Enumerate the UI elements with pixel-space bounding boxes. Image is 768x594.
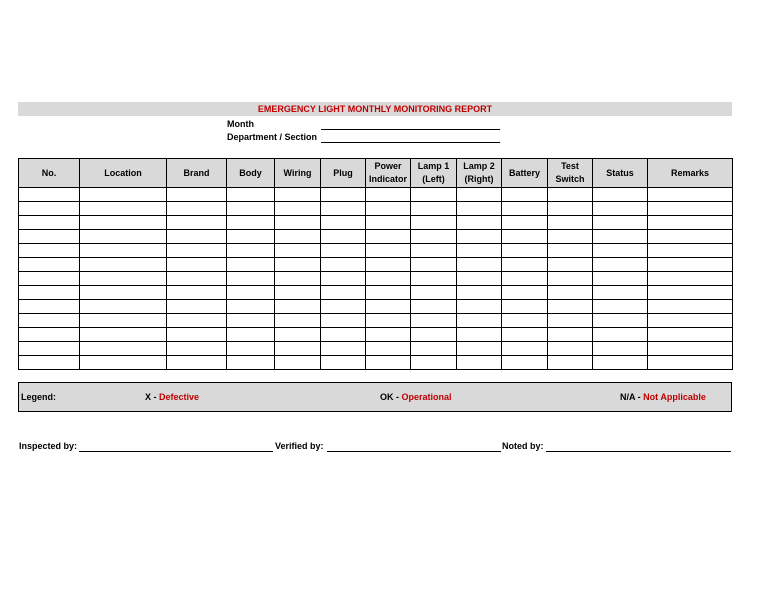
table-cell[interactable] <box>19 272 80 286</box>
table-cell[interactable] <box>321 244 366 258</box>
inspected-by-label: Inspected by: <box>19 441 78 451</box>
month-label: Month <box>227 119 254 129</box>
table-cell[interactable] <box>648 244 733 258</box>
table-cell[interactable] <box>275 272 321 286</box>
table-cell[interactable] <box>19 356 80 370</box>
column-header <box>366 159 411 188</box>
table-cell[interactable] <box>648 216 733 230</box>
table-cell[interactable] <box>19 300 80 314</box>
table-cell[interactable] <box>593 286 648 300</box>
column-header-line: Body <box>239 167 262 178</box>
table-cell[interactable] <box>275 230 321 244</box>
table-cell[interactable] <box>167 342 227 356</box>
report-title: EMERGENCY LIGHT MONTHLY MONITORING REPORT <box>257 104 493 114</box>
table-cell[interactable] <box>457 202 502 216</box>
table-row <box>19 258 733 272</box>
table-cell[interactable] <box>227 230 275 244</box>
table-cell[interactable] <box>593 258 648 272</box>
table-cell[interactable] <box>593 230 648 244</box>
table-cell[interactable] <box>411 188 457 202</box>
report-title-bar <box>18 102 732 116</box>
table-cell[interactable] <box>548 314 593 328</box>
table-cell[interactable] <box>457 230 502 244</box>
table-cell[interactable] <box>457 188 502 202</box>
table-cell[interactable] <box>593 188 648 202</box>
verified-by-label: Verified by: <box>275 441 324 451</box>
table-cell[interactable] <box>167 286 227 300</box>
legend-label: Legend: <box>21 392 56 402</box>
table-cell[interactable] <box>502 356 548 370</box>
table-cell[interactable] <box>227 286 275 300</box>
table-cell[interactable] <box>457 258 502 272</box>
table-cell[interactable] <box>167 314 227 328</box>
table-cell[interactable] <box>648 328 733 342</box>
table-cell[interactable] <box>80 188 167 202</box>
table-cell[interactable] <box>502 300 548 314</box>
table-cell[interactable] <box>167 202 227 216</box>
table-cell[interactable] <box>457 272 502 286</box>
table-cell[interactable] <box>548 356 593 370</box>
legend-x-text: Defective <box>159 392 200 402</box>
table-cell[interactable] <box>502 188 548 202</box>
table-cell[interactable] <box>80 258 167 272</box>
table-cell[interactable] <box>321 216 366 230</box>
table-cell[interactable] <box>548 216 593 230</box>
table-cell[interactable] <box>457 244 502 258</box>
table-cell[interactable] <box>80 314 167 328</box>
table-cell[interactable] <box>457 314 502 328</box>
column-header-line: Brand <box>183 167 210 178</box>
column-header <box>457 159 502 188</box>
table-cell[interactable] <box>366 216 411 230</box>
table-cell[interactable] <box>167 300 227 314</box>
table-cell[interactable] <box>648 230 733 244</box>
table-cell[interactable] <box>19 314 80 328</box>
table-cell[interactable] <box>321 314 366 328</box>
legend-ok-text: Operational <box>401 392 452 402</box>
table-cell[interactable] <box>167 356 227 370</box>
legend-x-code: X - <box>145 392 160 402</box>
table-row <box>19 272 733 286</box>
table-row <box>19 202 733 216</box>
table-cell[interactable] <box>80 216 167 230</box>
column-header-line: (Left) <box>422 174 445 184</box>
table-cell[interactable] <box>80 230 167 244</box>
table-cell[interactable] <box>593 244 648 258</box>
column-header <box>19 159 80 188</box>
column-header <box>275 159 321 188</box>
table-cell[interactable] <box>648 300 733 314</box>
table-cell[interactable] <box>548 286 593 300</box>
table-cell[interactable] <box>502 244 548 258</box>
table-cell[interactable] <box>548 272 593 286</box>
table-cell[interactable] <box>366 272 411 286</box>
table-cell[interactable] <box>548 342 593 356</box>
table-cell[interactable] <box>457 342 502 356</box>
table-cell[interactable] <box>167 216 227 230</box>
table-row <box>19 314 733 328</box>
table-row <box>19 188 733 202</box>
legend-na <box>620 383 706 411</box>
column-header-line: Power <box>374 161 402 171</box>
table-cell[interactable] <box>321 342 366 356</box>
column-header <box>227 159 275 188</box>
table-cell[interactable] <box>275 328 321 342</box>
table-cell[interactable] <box>366 342 411 356</box>
table-cell[interactable] <box>593 328 648 342</box>
table-cell[interactable] <box>411 244 457 258</box>
table-cell[interactable] <box>411 314 457 328</box>
table-cell[interactable] <box>275 202 321 216</box>
table-cell[interactable] <box>457 216 502 230</box>
table-cell[interactable] <box>502 216 548 230</box>
table-cell[interactable] <box>366 244 411 258</box>
department-label: Department / Section <box>227 132 318 142</box>
table-row <box>19 216 733 230</box>
table-cell[interactable] <box>593 202 648 216</box>
column-header <box>502 159 548 188</box>
table-cell[interactable] <box>411 356 457 370</box>
table-cell[interactable] <box>227 342 275 356</box>
table-cell[interactable] <box>275 216 321 230</box>
table-cell[interactable] <box>648 356 733 370</box>
table-cell[interactable] <box>366 258 411 272</box>
table-cell[interactable] <box>548 328 593 342</box>
table-cell[interactable] <box>321 356 366 370</box>
table-cell[interactable] <box>366 300 411 314</box>
column-header-line: (Right) <box>464 174 494 184</box>
table-cell[interactable] <box>19 328 80 342</box>
table-cell[interactable] <box>19 230 80 244</box>
table-cell[interactable] <box>275 188 321 202</box>
column-header <box>648 159 733 188</box>
legend-ok-code: OK - <box>380 392 402 402</box>
legend-x <box>145 383 199 411</box>
table-cell[interactable] <box>548 300 593 314</box>
table-row <box>19 286 733 300</box>
table-cell[interactable] <box>411 300 457 314</box>
column-header-line: No. <box>41 167 57 178</box>
legend-na-code: N/A - <box>620 392 644 402</box>
table-cell[interactable] <box>411 328 457 342</box>
column-header <box>411 159 457 188</box>
column-header-line: Lamp 2 <box>463 161 495 171</box>
table-cell[interactable] <box>457 356 502 370</box>
table-cell[interactable] <box>502 328 548 342</box>
table-cell[interactable] <box>502 286 548 300</box>
table-cell[interactable] <box>80 356 167 370</box>
table-row <box>19 230 733 244</box>
table-cell[interactable] <box>321 230 366 244</box>
table-cell[interactable] <box>648 286 733 300</box>
table-cell[interactable] <box>19 244 80 258</box>
table-cell[interactable] <box>167 328 227 342</box>
column-header-line: Lamp 1 <box>417 161 450 171</box>
table-cell[interactable] <box>648 342 733 356</box>
table-cell[interactable] <box>167 244 227 258</box>
noted-by-field[interactable] <box>546 451 731 452</box>
table-header-row <box>19 159 733 188</box>
table-cell[interactable] <box>457 286 502 300</box>
table-cell[interactable] <box>275 286 321 300</box>
column-header <box>321 159 366 188</box>
table-cell[interactable] <box>275 300 321 314</box>
table-row <box>19 300 733 314</box>
table-cell[interactable] <box>19 286 80 300</box>
table-row <box>19 244 733 258</box>
table-cell[interactable] <box>366 314 411 328</box>
table-cell[interactable] <box>366 202 411 216</box>
table-cell[interactable] <box>593 216 648 230</box>
table-cell[interactable] <box>593 342 648 356</box>
month-field[interactable] <box>321 129 500 130</box>
table-cell[interactable] <box>321 328 366 342</box>
monitoring-table <box>18 158 733 370</box>
table-cell[interactable] <box>411 342 457 356</box>
table-cell[interactable] <box>502 314 548 328</box>
table-cell[interactable] <box>80 286 167 300</box>
table-cell[interactable] <box>648 314 733 328</box>
table-cell[interactable] <box>548 188 593 202</box>
table-cell[interactable] <box>321 286 366 300</box>
table-cell[interactable] <box>648 188 733 202</box>
table-cell[interactable] <box>502 202 548 216</box>
table-cell[interactable] <box>411 202 457 216</box>
table-cell[interactable] <box>502 342 548 356</box>
table-cell[interactable] <box>411 230 457 244</box>
table-cell[interactable] <box>167 230 227 244</box>
table-cell[interactable] <box>457 328 502 342</box>
table-cell[interactable] <box>548 244 593 258</box>
column-header-line: Switch <box>555 174 585 184</box>
table-row <box>19 328 733 342</box>
table-cell[interactable] <box>227 216 275 230</box>
table-cell[interactable] <box>502 230 548 244</box>
table-cell[interactable] <box>502 272 548 286</box>
table-cell[interactable] <box>19 188 80 202</box>
table-cell[interactable] <box>275 314 321 328</box>
table-cell[interactable] <box>80 244 167 258</box>
table-body <box>19 188 733 370</box>
table-cell[interactable] <box>80 342 167 356</box>
table-cell[interactable] <box>275 244 321 258</box>
table-cell[interactable] <box>411 286 457 300</box>
column-header-line: Indicator <box>368 174 407 184</box>
table-cell[interactable] <box>227 300 275 314</box>
table-cell[interactable] <box>167 188 227 202</box>
table-cell[interactable] <box>411 258 457 272</box>
table-cell[interactable] <box>321 272 366 286</box>
table-row <box>19 356 733 370</box>
table-cell[interactable] <box>548 258 593 272</box>
table-cell[interactable] <box>321 202 366 216</box>
department-field[interactable] <box>321 142 500 143</box>
table-cell[interactable] <box>19 202 80 216</box>
table-cell[interactable] <box>227 244 275 258</box>
column-header-line: Location <box>104 167 142 178</box>
column-header-line: Wiring <box>283 167 312 178</box>
table-cell[interactable] <box>80 328 167 342</box>
column-header-line: Status <box>606 167 634 178</box>
table-cell[interactable] <box>366 286 411 300</box>
table-cell[interactable] <box>502 258 548 272</box>
table-cell[interactable] <box>411 272 457 286</box>
table-cell[interactable] <box>19 258 80 272</box>
table-cell[interactable] <box>167 258 227 272</box>
table-row <box>19 342 733 356</box>
table-cell[interactable] <box>227 258 275 272</box>
table-cell[interactable] <box>275 356 321 370</box>
table-cell[interactable] <box>411 216 457 230</box>
table-cell[interactable] <box>593 314 648 328</box>
inspected-by-field[interactable] <box>79 451 273 452</box>
table-cell[interactable] <box>321 188 366 202</box>
table-cell[interactable] <box>167 272 227 286</box>
legend-bar <box>18 382 732 412</box>
table-cell[interactable] <box>648 202 733 216</box>
table-cell[interactable] <box>593 272 648 286</box>
table-cell[interactable] <box>548 202 593 216</box>
table-cell[interactable] <box>593 356 648 370</box>
table-cell[interactable] <box>366 230 411 244</box>
table-cell[interactable] <box>227 314 275 328</box>
column-header <box>167 159 227 188</box>
table-cell[interactable] <box>366 188 411 202</box>
column-header <box>80 159 167 188</box>
column-header-line: Battery <box>508 167 540 178</box>
table-cell[interactable] <box>366 356 411 370</box>
verified-by-field[interactable] <box>327 451 501 452</box>
table-cell[interactable] <box>227 356 275 370</box>
table-cell[interactable] <box>80 300 167 314</box>
column-header-line: Test <box>561 161 579 171</box>
table-cell[interactable] <box>80 202 167 216</box>
table-cell[interactable] <box>366 328 411 342</box>
table-cell[interactable] <box>227 188 275 202</box>
legend-na-text: Not Applicable <box>643 392 706 402</box>
table-cell[interactable] <box>648 272 733 286</box>
table-cell[interactable] <box>321 258 366 272</box>
table-cell[interactable] <box>19 342 80 356</box>
column-header <box>548 159 593 188</box>
column-header-line: Plug <box>333 167 353 178</box>
noted-by-label: Noted by: <box>502 441 544 451</box>
table-cell[interactable] <box>19 216 80 230</box>
table-cell[interactable] <box>321 300 366 314</box>
legend-ok <box>380 383 452 411</box>
table-cell[interactable] <box>275 342 321 356</box>
table-cell[interactable] <box>275 258 321 272</box>
table-cell[interactable] <box>227 328 275 342</box>
table-cell[interactable] <box>648 258 733 272</box>
table-cell[interactable] <box>593 300 648 314</box>
table-cell[interactable] <box>80 272 167 286</box>
table-cell[interactable] <box>548 230 593 244</box>
table-cell[interactable] <box>227 202 275 216</box>
table-cell[interactable] <box>457 300 502 314</box>
column-header-line: Remarks <box>670 167 710 178</box>
table-cell[interactable] <box>227 272 275 286</box>
column-header <box>593 159 648 188</box>
